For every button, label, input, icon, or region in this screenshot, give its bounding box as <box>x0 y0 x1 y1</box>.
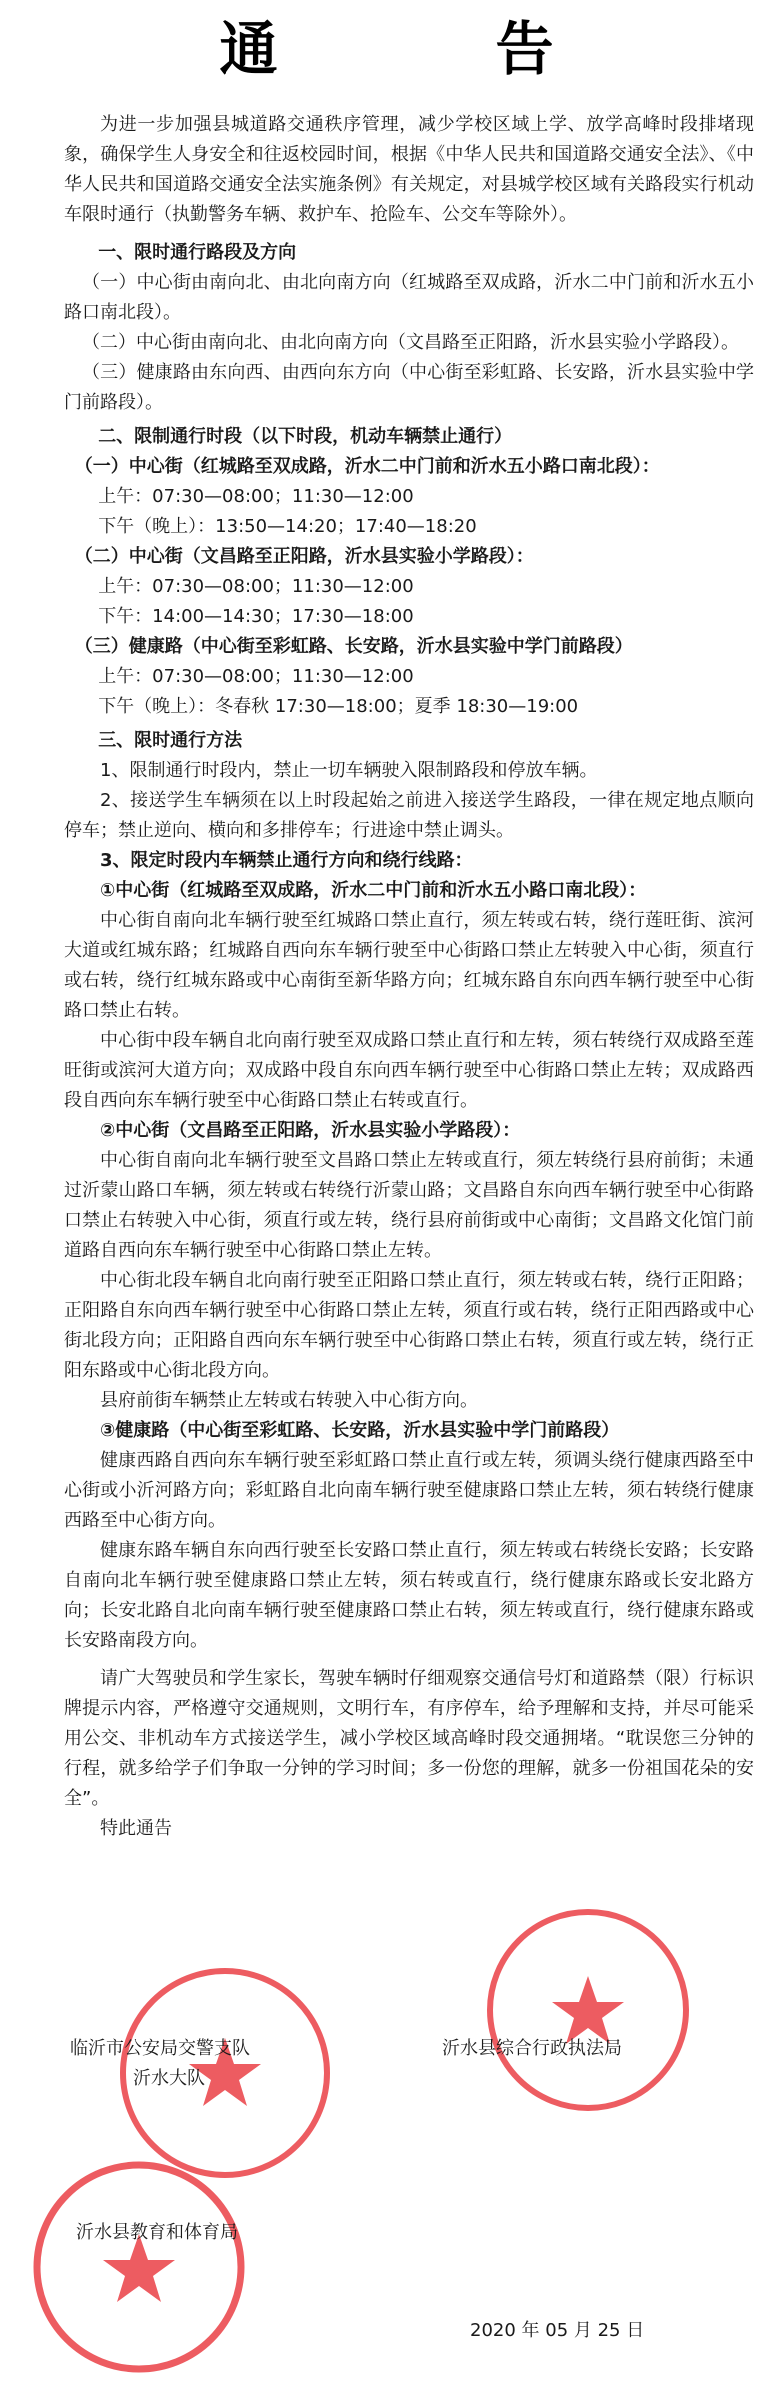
section-2-b-pm: 下午：14:00—14:30；17:30—18:00 <box>98 606 414 627</box>
section-1-heading: 一、限时通行路段及方向 <box>98 242 297 263</box>
section-1-item-2: （二）中心街由南向北、由北向南方向（文昌路至正阳路，沂水县实验小学路段）。 <box>82 332 739 353</box>
section-2-b-title: （二）中心街（文昌路至正阳路，沂水县实验小学路段）： <box>74 546 534 567</box>
section-2-c-am: 上午：07:30—08:00；11:30—12:00 <box>98 666 414 687</box>
intro-paragraph: 为进一步加强县城道路交通秩序管理，减少学校区域上学、放学高峰时段排堵现象，确保学生人身安全和往返校园时间，根据《中华人民共和国道路交通安全法》、《中华人民共和国道路交通安全法实施条例》有关规定，对县城学校区域有关路段实行机动车限时通行（执勤警务车辆、救护车、抢险车、公交车等除外）。 <box>64 114 754 225</box>
section-1-item-1: （一）中心街由南向北、由北向南方向（红城路至双成路，沂水二中门前和沂水五小路口南北段）。 <box>64 272 754 323</box>
sign-off: 特此通告 <box>100 1818 172 1839</box>
law-enforcement-seal-icon <box>478 1900 698 2120</box>
section-3-p2: 2、接送学生车辆须在以上时段起始之前进入接送学生路段，一律在规定地点顺向停车；禁止逆向、横向和多排停车；行进途中禁止调头。 <box>64 790 754 841</box>
section-3-heading: 三、限时通行方法 <box>98 730 243 751</box>
route-2-p3: 县府前街车辆禁止左转或右转驶入中心街方向。 <box>100 1390 478 1411</box>
issuer-law-enforcement: 沂水县综合行政执法局 <box>442 2038 622 2059</box>
section-2-a-title: （一）中心街（红城路至双成路，沂水二中门前和沂水五小路口南北段）： <box>74 456 660 477</box>
route-3-p2: 健康东路车辆自东向西行驶至长安路口禁止直行，须左转或右转绕长安路；长安路自南向北车辆行驶至健康路口禁止左转，须右转或直行，绕行健康东路或长安北路方向；长安北路自北向南车辆行驶至健康路口禁止右转，须左转或直行，绕行健康东路或长安路南段方向。 <box>64 1540 754 1651</box>
section-2-a-pm: 下午（晚上）：13:50—14:20；17:40—18:20 <box>98 516 477 537</box>
notice-date: 2020 年 05 月 25 日 <box>470 2320 645 2341</box>
section-1-item-3: （三）健康路由东向西、由西向东方向（中心街至彩虹路、长安路，沂水县实验中学门前路段）。 <box>64 362 754 413</box>
section-2-heading: 二、限制通行时段（以下时段，机动车辆禁止通行） <box>98 426 513 447</box>
route-1-p1: 中心街自南向北车辆行驶至红城路口禁止直行，须左转或右转，绕行莲旺街、滨河大道或红城东路；红城路自西向东车辆行驶至中心街路口禁止左转驶入中心街，须直行或右转，绕行红城东路或中心南街至新华路方向；红城东路自东向西车辆行驶至中心街路口禁止右转。 <box>64 910 754 1021</box>
section-2-b-am: 上午：07:30—08:00；11:30—12:00 <box>98 576 414 597</box>
route-3-p1: 健康西路自西向东车辆行驶至彩虹路口禁止直行或左转，须调头绕行健康西路至中心街或小沂河路方向；彩虹路自北向南车辆行驶至健康路口禁止左转，须右转绕行健康西路至中心街方向。 <box>64 1450 754 1531</box>
section-3-p3: 3、限定时段内车辆禁止通行方向和绕行线路： <box>100 850 473 871</box>
route-2-p1: 中心街自南向北车辆行驶至文昌路口禁止左转或直行，须左转绕行县府前街；未通过沂蒙山路口车辆，须左转或右转绕行沂蒙山路；文昌路自东向西车辆行驶至中心街路口禁止右转驶入中心街，须直行或左转，绕行县府前街或中心南街；文昌路文化馆门前道路自西向东车辆行驶至中心街路口禁止左转。 <box>64 1150 754 1261</box>
section-3-p1: 1、限制通行时段内，禁止一切车辆驶入限制路段和停放车辆。 <box>100 760 598 781</box>
route-2-title: ②中心街（文昌路至正阳路，沂水县实验小学路段）： <box>100 1120 521 1141</box>
notice-title: 通 告 <box>219 15 634 83</box>
issuer-education-bureau: 沂水县教育和体育局 <box>76 2222 238 2243</box>
route-1-p2: 中心街中段车辆自北向南行驶至双成路口禁止直行和左转，须右转绕行双成路至莲旺街或滨河大道方向；双成路中段自东向西车辆行驶至中心街路口禁止左转；双成路西段自西向东车辆行驶至中心街路口禁止右转或直行。 <box>64 1030 754 1111</box>
route-1-title: ①中心街（红城路至双成路，沂水二中门前和沂水五小路口南北段）： <box>100 880 647 901</box>
notice-body <box>64 110 754 1844</box>
route-2-p2: 中心街北段车辆自北向南行驶至正阳路口禁止直行，须左转或右转，绕行正阳路；正阳路自东向西车辆行驶至中心街路口禁止左转，须直行或右转，绕行正阳西路或中心街北段方向；正阳路自西向东车辆行驶至中心街路口禁止右转，须直行或左转，绕行正阳东路或中心街北段方向。 <box>64 1270 754 1381</box>
section-2-c-pm: 下午（晚上）：冬春秋 17:30—18:00；夏季 18:30—19:00 <box>98 696 579 717</box>
issuer-traffic-police <box>70 2034 250 2094</box>
section-2-a-am: 上午：07:30—08:00；11:30—12:00 <box>98 486 414 507</box>
closing-paragraph: 请广大驾驶员和学生家长，驾驶车辆时仔细观察交通信号灯和道路禁（限）行标识牌提示内容，严格遵守交通规则，文明行车，有序停车，给予理解和支持，并尽可能采用公交、非机动车方式接送学生，减小学校区域高峰时段交通拥堵。“耽误您三分钟的行程，就多给学子们争取一分钟的学习时间；多一份您的理解，就多一份祖国花朵的安全”。 <box>64 1668 754 1809</box>
issuer-traffic-police-line2: 沂水大队 <box>133 2068 205 2089</box>
education-bureau-seal-icon <box>24 2152 254 2382</box>
section-2-c-title: （三）健康路（中心街至彩虹路、长安路，沂水县实验中学门前路段） <box>74 636 633 657</box>
route-3-title: ③健康路（中心街至彩虹路、长安路，沂水县实验中学门前路段） <box>100 1420 620 1441</box>
issuer-traffic-police-line1: 临沂市公安局交警支队 <box>70 2038 250 2059</box>
